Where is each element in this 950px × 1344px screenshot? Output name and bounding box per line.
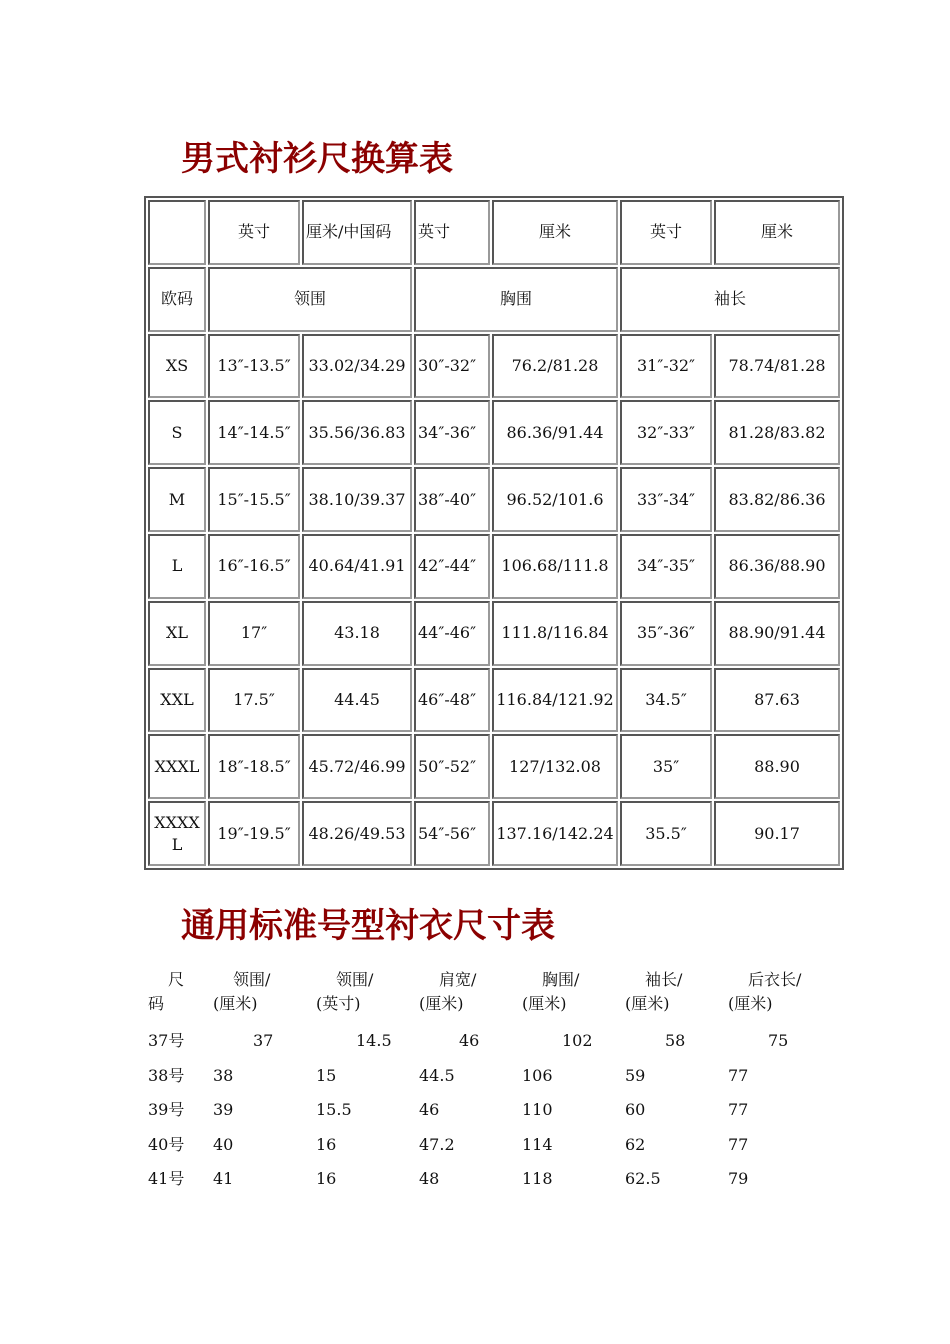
table-cell: 38″-40″ [414,467,490,532]
table-cell: 114 [522,1134,553,1154]
table-row [148,467,840,532]
table-cell: 13″-13.5″ [208,334,300,399]
table-cell: 106 [522,1065,553,1085]
table-cell: 17.5″ [208,668,300,733]
table-cell: 111.8/116.84 [492,601,618,666]
header-cell: 厘米/中国码 [302,200,412,265]
table-row [148,1093,848,1128]
header-cell [625,968,728,1024]
table-cell: 16 [316,1134,337,1154]
table-row [148,1024,848,1059]
table-cell: 44.45 [302,668,412,733]
size-cell: XXXL [148,734,206,799]
table-cell: 48 [419,1169,440,1189]
table-cell: 35″-36″ [620,601,712,666]
header-line2: (英寸) [316,994,361,1013]
size-cell: 41号 [148,1169,185,1189]
eu-size-label: 欧码 [148,267,206,332]
table-cell: 106.68/111.8 [492,534,618,599]
table-cell: 50″-52″ [414,734,490,799]
table-cell: 46 [419,1100,440,1120]
table-cell: 32″-33″ [620,400,712,465]
table-cell: 30″-32″ [414,334,490,399]
table-cell: 81.28/83.82 [714,400,840,465]
table-header-row [148,968,848,1024]
table-cell: 96.52/101.6 [492,467,618,532]
table-cell: 88.90/91.44 [714,601,840,666]
header-line2: (厘米) [522,994,567,1013]
header-line2: 码 [148,994,165,1013]
table-cell: 110 [522,1100,553,1120]
header-cell [213,968,316,1024]
table-cell: 38 [213,1065,234,1085]
table-cell: 87.63 [714,668,840,733]
header-line2: (厘米) [213,994,258,1013]
header-cell [148,968,213,1024]
shirt-conversion-table [144,196,844,870]
table-cell: 18″-18.5″ [208,734,300,799]
header-line2: (厘米) [625,994,670,1013]
table-cell: 59 [625,1065,646,1085]
header-cell: 英寸 [620,200,712,265]
table-cell: 102 [562,1031,593,1051]
table-cell: 19″-19.5″ [208,801,300,866]
table-cell: 17″ [208,601,300,666]
table-cell: 40 [213,1134,234,1154]
table-cell: 77 [728,1134,749,1154]
header-cell [419,968,522,1024]
table-cell: 62 [625,1134,646,1154]
standard-size-table [148,968,848,1197]
table-cell: 35″ [620,734,712,799]
table-cell: 86.36/91.44 [492,400,618,465]
size-cell: 38号 [148,1065,185,1085]
table-cell: 58 [665,1031,686,1051]
table-row [148,334,840,399]
header-cell [728,968,848,1024]
conversion-table-title: 男式衬衫尺换算表 [181,139,453,179]
header-cell [522,968,625,1024]
size-cell: M [148,467,206,532]
header-line2: (厘米) [728,994,773,1013]
size-cell: XXXXL [148,801,206,866]
table-cell: 116.84/121.92 [492,668,618,733]
table-row [148,601,840,666]
table-cell: 33.02/34.29 [302,334,412,399]
table-row [148,1128,848,1163]
table-cell: 43.18 [302,601,412,666]
header-line1: 领围/ [233,970,271,989]
table-cell: 14.5 [356,1031,392,1051]
table-cell: 34.5″ [620,668,712,733]
table-cell: 44″-46″ [414,601,490,666]
table-cell: 35.5″ [620,801,712,866]
table-cell: 41 [213,1169,234,1189]
table-cell: 34″-36″ [414,400,490,465]
size-cell: XS [148,334,206,399]
size-cell: S [148,400,206,465]
table-cell: 78.74/81.28 [714,334,840,399]
table-cell: 46″-48″ [414,668,490,733]
table-cell: 31″-32″ [620,334,712,399]
table-cell: 16″-16.5″ [208,534,300,599]
table-cell: 46 [459,1031,480,1051]
size-cell: 39号 [148,1100,185,1120]
table-cell: 44.5 [419,1065,455,1085]
size-cell: 37号 [148,1031,185,1051]
table-cell: 40.64/41.91 [302,534,412,599]
table-cell: 79 [728,1169,749,1189]
table-cell: 137.16/142.24 [492,801,618,866]
table-cell: 62.5 [625,1169,661,1189]
header-cell [148,200,206,265]
header-cell: 厘米 [714,200,840,265]
header-line2: (厘米) [419,994,464,1013]
table-cell: 38.10/39.37 [302,467,412,532]
table-cell: 42″-44″ [414,534,490,599]
size-cell: 40号 [148,1134,185,1154]
size-cell: XXL [148,668,206,733]
table-cell: 33″-34″ [620,467,712,532]
group-collar: 领围 [208,267,412,332]
table-cell: 88.90 [714,734,840,799]
table-cell: 76.2/81.28 [492,334,618,399]
table-header-row [148,200,840,265]
table-cell: 75 [768,1031,789,1051]
table-row [148,668,840,733]
table-cell: 83.82/86.36 [714,467,840,532]
size-cell: XL [148,601,206,666]
table-cell: 86.36/88.90 [714,534,840,599]
size-cell: L [148,534,206,599]
table-cell: 127/132.08 [492,734,618,799]
table-cell: 14″-14.5″ [208,400,300,465]
table-cell: 16 [316,1169,337,1189]
table-cell: 90.17 [714,801,840,866]
table-cell: 47.2 [419,1134,455,1154]
header-line1: 领围/ [336,970,374,989]
header-line1: 胸围/ [542,970,580,989]
table-row [148,734,840,799]
table-cell: 15 [316,1065,337,1085]
group-sleeve: 袖长 [620,267,840,332]
table-row [148,400,840,465]
table-cell: 15″-15.5″ [208,467,300,532]
table-cell: 77 [728,1065,749,1085]
table-cell: 15.5 [316,1100,352,1120]
table-cell: 39 [213,1100,234,1120]
group-chest: 胸围 [414,267,618,332]
header-cell: 英寸 [208,200,300,265]
standard-table-title: 通用标准号型衬衣尺寸表 [181,906,555,946]
header-line1: 袖长/ [645,970,683,989]
table-cell: 48.26/49.53 [302,801,412,866]
header-cell: 英寸 [414,200,490,265]
table-row [148,534,840,599]
table-row [148,1162,848,1197]
table-cell: 118 [522,1169,553,1189]
table-row [148,1059,848,1094]
table-cell: 77 [728,1100,749,1120]
table-cell: 60 [625,1100,646,1120]
table-cell: 54″-56″ [414,801,490,866]
table-cell: 34″-35″ [620,534,712,599]
header-line1: 后衣长/ [748,970,802,989]
table-cell: 45.72/46.99 [302,734,412,799]
table-group-row [148,267,840,332]
table-row [148,801,840,866]
header-cell [316,968,419,1024]
header-line1: 尺 [168,970,185,989]
header-line1: 肩宽/ [439,970,477,989]
table-cell: 37 [253,1031,274,1051]
table-cell: 35.56/36.83 [302,400,412,465]
header-cell: 厘米 [492,200,618,265]
